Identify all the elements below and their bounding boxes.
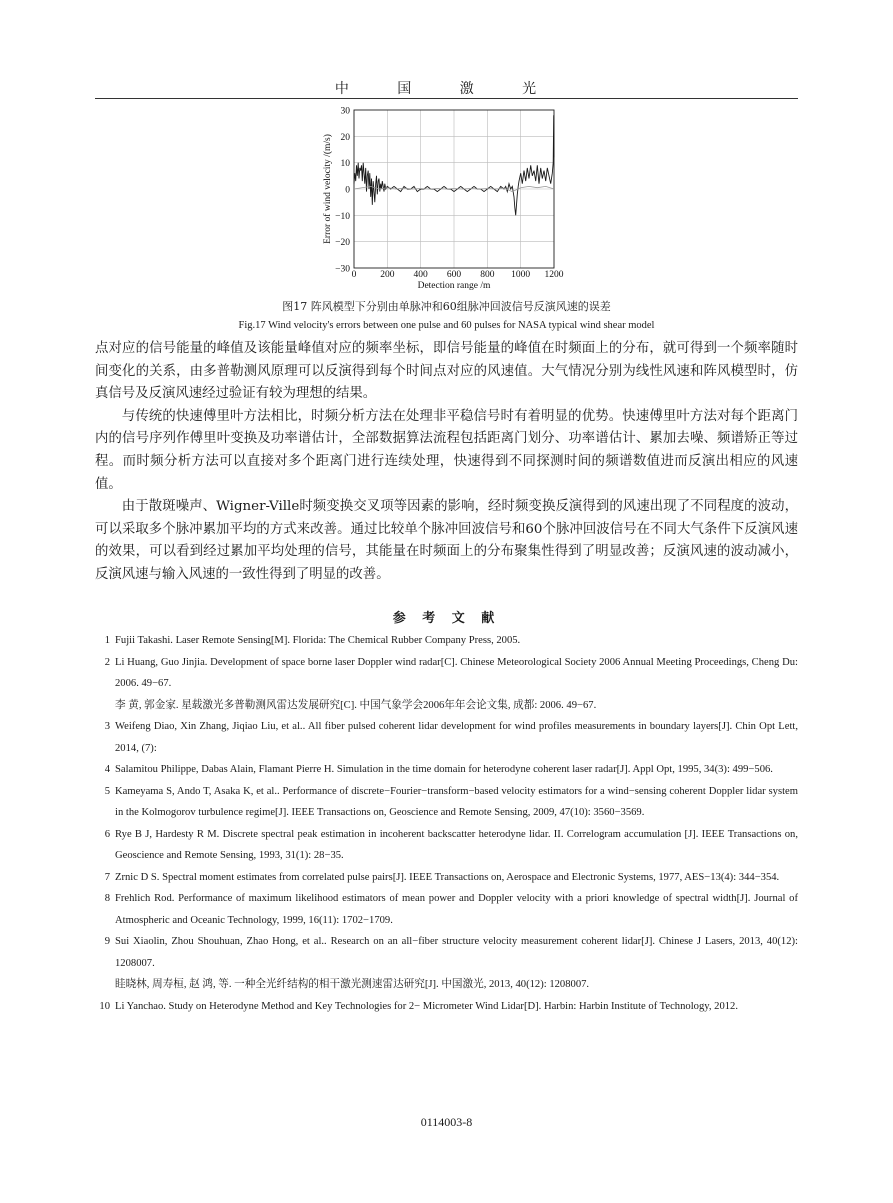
reference-text: Zrnic D S. Spectral moment estimates from correlated pulse pairs[J]. IEEE Transactions on, Aerospace and Electronic Systems, 1977, AES−13(4): 344−354.	[115, 871, 780, 883]
y-tick-label: 20	[340, 132, 350, 143]
figure-17	[310, 104, 580, 294]
reference-number: 2	[104, 656, 110, 668]
body-text	[95, 338, 798, 587]
reference-number: 8	[104, 893, 110, 904]
page-number: 0114003-8	[420, 1115, 473, 1129]
reference-item	[95, 759, 798, 781]
x-tick-label: 0	[351, 270, 357, 280]
x-tick-label: 400	[413, 270, 428, 280]
reference-text: Frehlich Rod. Performance of maximum likelihood estimators of mean power and Doppler velocity with a priori knowledge of spectral width[J]. Journal of Atmospheric and Oceanic Technology, 1999, 16(11): 1702−1709.	[115, 893, 798, 926]
reference-item	[95, 630, 798, 652]
figure-caption-en: Fig.17 Wind velocity's errors between one pulse and 60 pulses for NASA typical wind shear model	[238, 320, 655, 331]
journal-header: 中 国 激 光	[95, 78, 798, 99]
reference-item	[95, 867, 798, 889]
x-tick-label: 1200	[544, 270, 564, 280]
paragraph: 点对应的信号能量的峰值及该能量峰值对应的频率坐标，即信号能量的峰值在时频面上的分布，就可得到一个频率随时间变化的关系，由多普勒测风原理可以反演得到每个时间点对应的风速值。大气情况分别为线性风速和阵风模型时，仿真信号及反演风速经过验证有较为理想的结果。	[95, 341, 798, 402]
reference-text: Li Huang, Guo Jinjia. Development of space borne laser Doppler wind radar[C]. Chinese Meteorological Society 2006 Annual Meeting Proceedings, Cheng Du: 2006. 49−67.	[115, 656, 798, 689]
x-tick-label: 600	[446, 270, 462, 280]
y-tick-label: 10	[340, 159, 350, 170]
reference-item	[95, 996, 798, 1018]
reference-number: 10	[99, 1000, 110, 1012]
reference-text: Rye B J, Hardesty R M. Discrete spectral peak estimation in incoherent backscatter heterodyne lidar. II. Correlogram accumulation [J]. IEEE Transactions on, Geoscience and Remote Sensing, 1993, 31(1): 28−35.	[115, 828, 798, 861]
reference-item	[95, 824, 798, 867]
reference-text: Fujii Takashi. Laser Remote Sensing[M]. Florida: The Chemical Rubber Company Press, 2005.	[115, 635, 521, 646]
x-tick-label: 200	[380, 270, 395, 280]
reference-number: 3	[104, 721, 110, 732]
reference-number: 9	[104, 936, 110, 947]
figure-caption-cn: 图17 阵风模型下分别由单脉冲和60组脉冲回波信号反演风速的误差	[282, 300, 611, 313]
reference-text-cn: 眭晓林, 周寿桓, 赵 鸿, 等. 一种全光纤结构的相干激光测速雷达研究[J]. 中国激光, 2013, 40(12): 1208007.	[115, 979, 590, 990]
paragraph: 由于散斑噪声、Wigner-Ville时频变换交叉项等因素的影响，经时频变换反演得到的风速出现了不同程度的波动，可以采取多个脉冲累加平均的方式来改善。通过比较单个脉冲回波信号和60个脉冲回波信号在不同大气条件下反演风速的效果，可以看到经过累加平均处理的信号，其能量在时频面上的分布聚集性得到了明显改善；反演风速的波动减小，反演风速与输入风速的一致性得到了明显的改善。	[95, 499, 798, 582]
reference-item	[95, 781, 798, 824]
y-tick-label: −30	[335, 264, 350, 275]
reference-text: Li Yanchao. Study on Heterodyne Method and Key Technologies for 2− Micrometer Wind Lidar[D]. Harbin: Harbin Institute of Technology, 2012.	[115, 1000, 738, 1012]
reference-number: 7	[104, 871, 110, 883]
references-title: 参 考 文 献	[392, 611, 501, 626]
y-tick-label: 0	[345, 185, 350, 196]
reference-item	[95, 931, 798, 996]
y-axis-label: Error of wind velocity /(m/s)	[323, 134, 333, 244]
reference-text: Weifeng Diao, Xin Zhang, Jiqiao Liu, et al.. All fiber pulsed coherent lidar development for wind profiles measurements in boundary layers[J]. Chin Opt Lett, 2014, (7):	[115, 721, 798, 754]
reference-item	[95, 888, 798, 931]
reference-number: 1	[104, 635, 110, 646]
reference-item	[95, 716, 798, 759]
reference-text: Salamitou Philippe, Dabas Alain, Flamant Pierre H. Simulation in the time domain for heterodyne coherent laser radar[J]. Appl Opt, 1995, 34(3): 499−506.	[115, 764, 773, 775]
reference-text: Kameyama S, Ando T, Asaka K, et al.. Performance of discrete−Fourier−transform−based velocity estimators for a wind−sensing coherent Doppler lidar system in the Kolmogorov turbulence regime[J]. IEEE Transactions on, Geoscience and Remote Sensing, 2009, 47(10): 3560−3569.	[115, 785, 798, 818]
reference-text: Sui Xiaolin, Zhou Shouhuan, Zhao Hong, et al.. Research on an all−fiber structure velocity measurement coherent lidar[J]. Chinese J Lasers, 2013, 40(12): 1208007.	[115, 936, 798, 969]
y-tick-label: −10	[335, 211, 350, 222]
reference-number: 4	[104, 764, 110, 775]
reference-item	[95, 652, 798, 717]
x-tick-label: 1000	[511, 270, 531, 280]
x-tick-label: 800	[480, 270, 495, 280]
reference-number: 5	[104, 785, 110, 797]
references-list	[95, 630, 798, 1017]
paragraph: 与传统的快速傅里叶方法相比，时频分析方法在处理非平稳信号时有着明显的优势。快速傅里叶方法对每个距离门内的信号序列作傅里叶变换及功率谱估计，全部数据算法流程包括距离门划分、功率谱估计、累加去噪、频谱矫正等过程。而时频分析方法可以直接对多个距离门进行连续处理，快速得到不同探测时间的频谱数值进而反演出相应的风速值。	[95, 408, 798, 492]
y-tick-label: −20	[335, 238, 350, 249]
y-tick-label: 30	[340, 106, 350, 117]
reference-number: 6	[104, 828, 110, 840]
wind-error-chart	[310, 104, 580, 294]
reference-text-cn: 李 黄, 郭金家. 星载激光多普勒测风雷达发展研究[C]. 中国气象学会2006年年会论文集, 成都: 2006. 49−67.	[115, 699, 597, 711]
x-axis-label: Detection range /m	[417, 281, 491, 291]
